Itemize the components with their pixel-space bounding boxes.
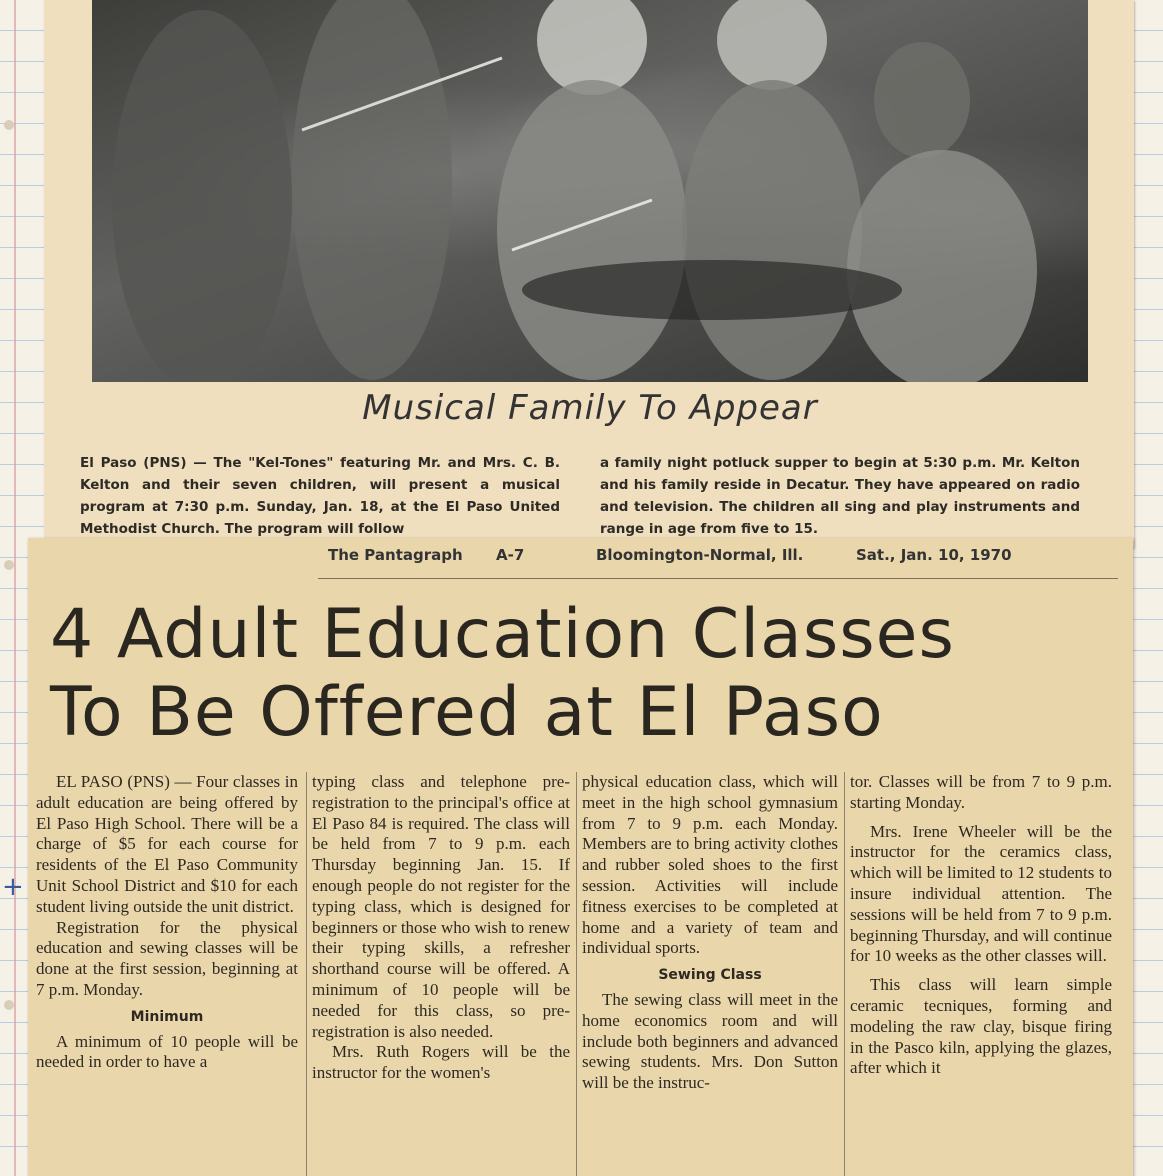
paragraph: EL PASO (PNS) — Four classes in adult education are being offered by El Paso High School. There will be a charge of $5 for each course for residents of the El Paso Community Unit School District and $10 for each student living outside the unit district.	[36, 772, 298, 916]
paragraph: typing class and telephone pre-registration to the principal's office at El Paso 84 is required. The class will be held from 7 to 9 p.m. each Thursday beginning Jan. 15. If enough people do not register for the typing class, which is designed for beginners or those who wish to renew their typing skills, a refresher shorthand course will be offered. A minimum of 10 people will be needed for this class, so pre-registration is also needed.	[312, 772, 570, 1041]
notebook-margin-line	[14, 0, 16, 1176]
binder-hole	[4, 560, 14, 570]
family-photo	[92, 0, 1088, 382]
paragraph: This class will learn simple ceramic tecniques, forming and modeling the raw clay, bisque firing in the Pasco kiln, applying the glazes, after which it	[850, 975, 1112, 1078]
article-column-3	[582, 772, 838, 1176]
column-divider	[844, 772, 845, 1176]
article-column-4	[850, 772, 1112, 1176]
paragraph: The sewing class will meet in the home economics room and will include both beginners and advanced sewing students. Mrs. Don Sutton will be the instruc-	[582, 989, 838, 1093]
paragraph: physical education class, which will meet in the high school gymnasium from 7 to 9 p.m. each Monday. Members are to bring activity clothes and rubber soled shoes to the first session. Activities will include fitness exercises to be completed at home and a variety of team and individual sports.	[582, 772, 838, 958]
binder-hole	[4, 120, 14, 130]
column-divider	[576, 772, 577, 1176]
article-column-2	[312, 772, 570, 1176]
paragraph: Mrs. Irene Wheeler will be the instructor for the ceramics class, which will be limited to 12 students to insure individual attention. The sessions will be held from 7 to 9 p.m. beginning Thursday, and will continue for 10 weeks as the other classes will.	[850, 821, 1112, 966]
folio-paper: The Pantagraph	[328, 546, 463, 564]
paragraph: A minimum of 10 people will be needed in order to have a	[36, 1031, 298, 1072]
photo-caption-headline: Musical Family To Appear	[362, 388, 818, 428]
family-photo-figures	[92, 0, 1088, 382]
article-body	[36, 772, 1116, 1176]
article-column-1	[36, 772, 298, 1176]
paragraph: Mrs. Ruth Rogers will be the instructor for the women's	[312, 1042, 570, 1083]
subhead-minimum: Minimum	[130, 1008, 204, 1025]
photo-caption-body	[80, 452, 1080, 540]
headline-line-2: To Be Offered at El Paso	[50, 673, 884, 752]
pen-scribble-mark: +	[2, 872, 24, 902]
column-divider	[306, 772, 307, 1176]
folio-page: A-7	[496, 546, 525, 564]
subhead-sewing-class: Sewing Class	[658, 967, 762, 984]
article-headline	[50, 596, 1130, 752]
paragraph: Registration for the physical education and sewing classes will be done at the first session, beginning at 7 p.m. Monday.	[36, 917, 298, 999]
paragraph: tor. Classes will be from 7 to 9 p.m. starting Monday.	[850, 772, 1112, 812]
binder-hole	[4, 1000, 14, 1010]
folio-date: Sat., Jan. 10, 1970	[856, 546, 1012, 564]
headline-line-1: 4 Adult Education Classes	[50, 595, 955, 674]
photo-caption-left: El Paso (PNS) — The "Kel-Tones" featuring Mr. and Mrs. C. B. Kelton and their seven children, will present a musical program at 7:30 p.m. Sunday, Jan. 18, at the El Paso United Methodist Church. The program will follow	[80, 455, 560, 537]
folio-rule	[318, 578, 1118, 579]
folio-location: Bloomington-Normal, Ill.	[596, 546, 804, 564]
photo-caption-right: a family night potluck supper to begin at 5:30 p.m. Mr. Kelton and his family reside in Decatur. They have appeared on radio and television. The children all sing and play instruments and range in age from five to 15.	[600, 455, 1080, 537]
